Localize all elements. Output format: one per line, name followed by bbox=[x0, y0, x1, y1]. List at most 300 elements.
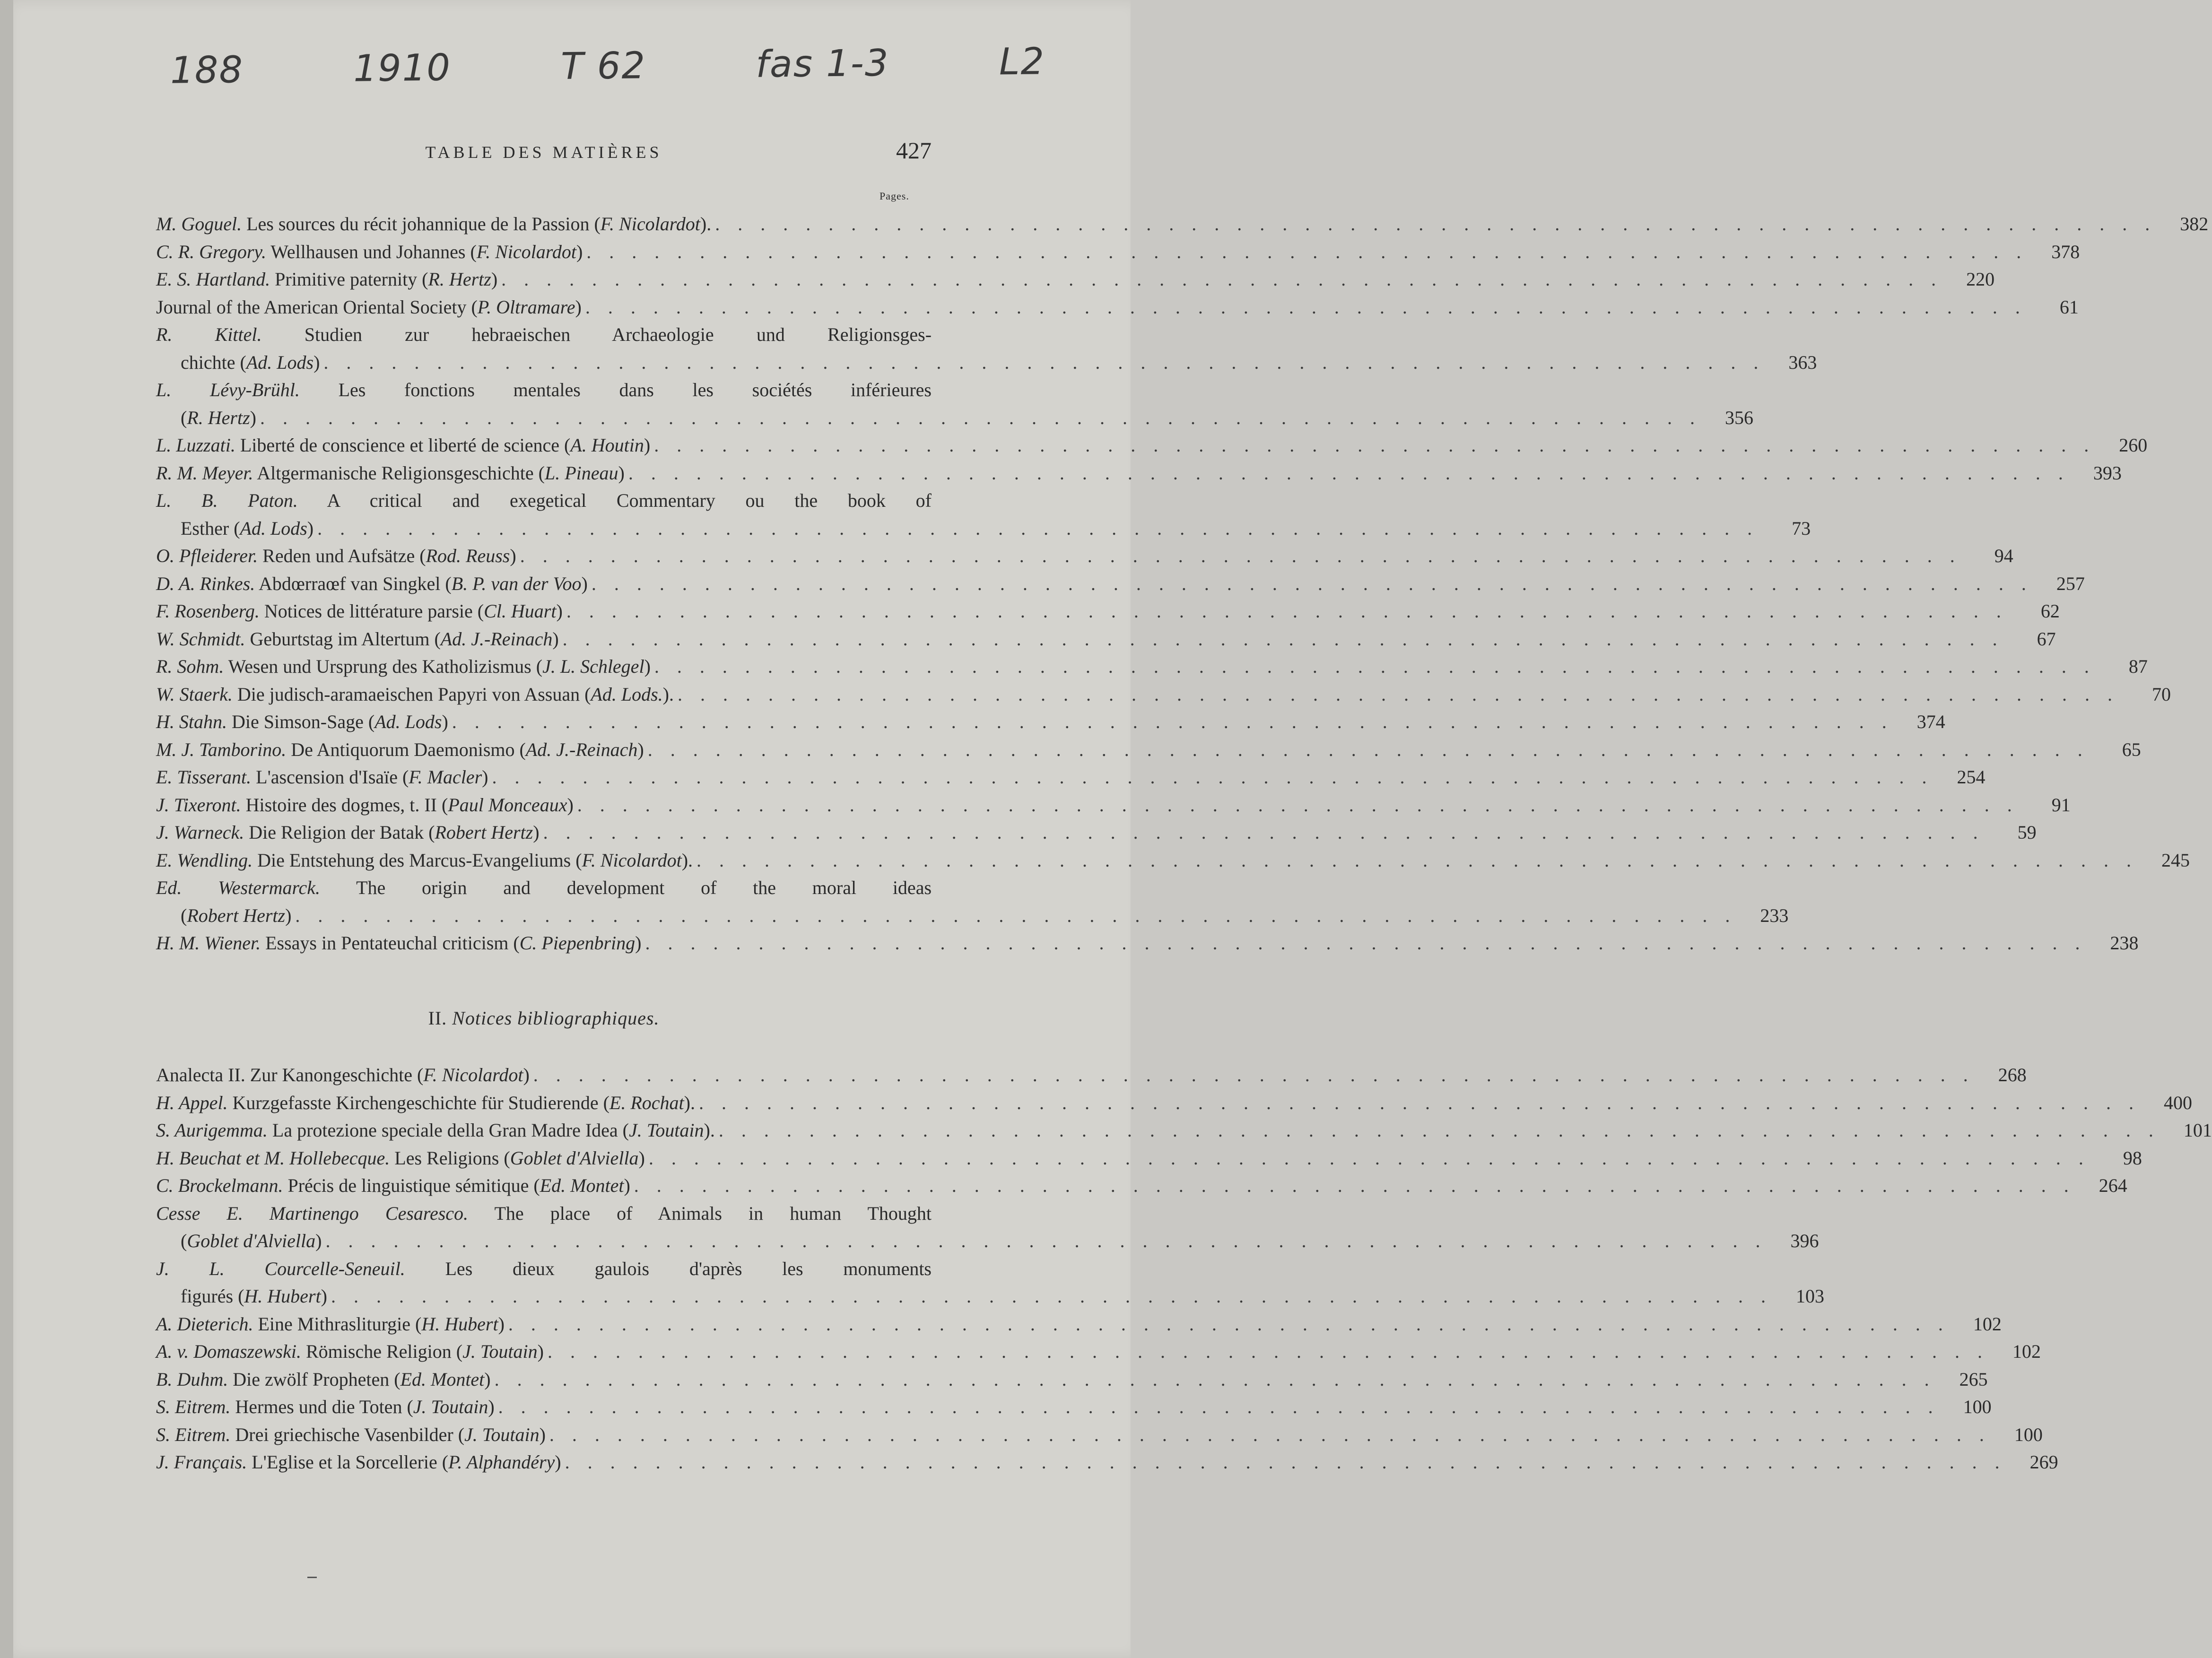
toc-entry-line bbox=[156, 1172, 2127, 1200]
entry-text bbox=[156, 1172, 630, 1200]
page-binding-edge bbox=[0, 0, 13, 1658]
entry-reviewer: Ad. Lods. bbox=[591, 683, 663, 705]
entry-close: ) bbox=[537, 1341, 544, 1362]
toc-entry-line bbox=[156, 570, 2085, 598]
toc-entry bbox=[156, 847, 2190, 875]
entry-title: Die Religion der Batak ( bbox=[249, 822, 435, 843]
handwritten-note-3: T 62 bbox=[560, 44, 646, 88]
entry-title: Les sources du récit johannique de la Passion ( bbox=[246, 213, 601, 234]
entry-author: R. Sohm. bbox=[156, 656, 224, 677]
entry-page-number: 356 bbox=[1724, 407, 1753, 428]
dot-leader: . . . . . . . . . . . . . . . . . . . . . . . . . . . . . . . . . . . . . . . . . . . . . . . . . . . . . . . . . . . . . . . . bbox=[331, 1285, 1772, 1307]
entry-author: D. A. Rinkes. bbox=[156, 573, 255, 594]
entry-page-number: 265 bbox=[1959, 1368, 1988, 1390]
entry-reviewer: A. Houtin bbox=[570, 434, 644, 456]
toc-entry-line bbox=[156, 653, 2148, 681]
entry-author: S. Aurigemma. bbox=[156, 1120, 268, 1141]
entry-title: Geburtstag im Altertum ( bbox=[250, 628, 441, 650]
entry-author: S. Eitrem. bbox=[156, 1396, 231, 1417]
entry-page-number: 378 bbox=[2051, 241, 2080, 262]
entry-close: ) bbox=[576, 241, 583, 262]
dot-leader: . . . . . . . . . . . . . . . . . . . . . . . . . . . . . . . . . . . . . . . . . . . . . . . . . . . . . . . . . . . . . . . . bbox=[586, 241, 2028, 262]
entry-page-number: 102 bbox=[1973, 1313, 2002, 1335]
entry-reviewer: H. Hubert bbox=[244, 1285, 321, 1307]
entry-page-number: 100 bbox=[1963, 1396, 1992, 1417]
entry-close: ) bbox=[539, 1424, 546, 1445]
entry-reviewer: Ad. J.-Reinach bbox=[440, 628, 553, 650]
entry-reviewer: C. Piepenbring bbox=[519, 932, 636, 954]
entry-text bbox=[156, 266, 497, 294]
dot-leader: . . . . . . . . . . . . . . . . . . . . . . . . . . . . . . . . . . . . . . . . . . . . . . . . . . . . . . . . . . . . . . . . bbox=[577, 794, 2019, 816]
entry-page-number: 245 bbox=[2161, 849, 2190, 871]
toc-entry bbox=[156, 487, 1811, 542]
entry-title: Römische Religion ( bbox=[306, 1341, 463, 1362]
toc-list-reviews bbox=[156, 210, 2209, 957]
entry-author: H. Beuchat et M. Hollebecque. bbox=[156, 1147, 390, 1169]
toc-entry-line bbox=[156, 1061, 2027, 1089]
toc-entry-line bbox=[156, 1393, 1992, 1421]
entry-title: De Antiquorum Daemonismo ( bbox=[291, 738, 526, 760]
entry-reviewer: R. Hertz bbox=[187, 407, 250, 428]
entry-reviewer: P. Oltramare bbox=[477, 296, 575, 318]
entry-reviewer: Cl. Huart bbox=[484, 600, 557, 622]
toc-entry-line bbox=[156, 681, 2171, 709]
entry-text bbox=[181, 1227, 322, 1255]
entry-close: ) bbox=[556, 600, 563, 622]
entry-title: Die Entstehung des Marcus-Evangeliums ( bbox=[257, 849, 582, 871]
entry-author: L. B. Paton. bbox=[156, 490, 298, 511]
entry-reviewer: Ed. Montet bbox=[400, 1368, 485, 1390]
entry-reviewer: J. Toutain bbox=[628, 1120, 704, 1141]
entry-title: Kurzgefasste Kirchengeschichte für Studierende ( bbox=[232, 1092, 610, 1113]
entry-title: L'ascension d'Isaïe ( bbox=[256, 766, 409, 788]
entry-text bbox=[156, 238, 583, 266]
header-page-number: 427 bbox=[896, 137, 932, 164]
entry-close: ) bbox=[484, 1368, 491, 1390]
toc-entry-line bbox=[156, 736, 2141, 764]
toc-entry-line bbox=[156, 515, 1811, 543]
dot-leader: . . . . . . . . . . . . . . . . . . . . . . . . . . . . . . . . . . . . . . . . . . . . . . . . . . . . . . . . . . . . . . . . bbox=[654, 656, 2096, 677]
entry-text bbox=[156, 1145, 645, 1172]
toc-entry bbox=[156, 432, 2148, 460]
entry-page-number: 363 bbox=[1788, 351, 1817, 373]
entry-page-number: 400 bbox=[2163, 1092, 2192, 1113]
dot-leader: . . . . . . . . . . . . . . . . . . . . . . . . . . . . . . . . . . . . . . . . . . . . . . . . . . . . . . . . . . . . . . . . bbox=[647, 738, 2089, 760]
toc-entry-line bbox=[156, 1449, 2058, 1476]
entry-title: Notices de littérature parsie ( bbox=[264, 600, 484, 622]
section-numeral: II. bbox=[428, 1007, 447, 1029]
toc-entry bbox=[156, 1421, 2043, 1449]
dot-leader: . . . . . . . . . . . . . . . . . . . . . . . . . . . . . . . . . . . . . . . . . . . . . . . . . . . . . . . . . . . . . . . . bbox=[492, 766, 1933, 788]
toc-entry-line bbox=[156, 1089, 2192, 1117]
toc-entry bbox=[156, 874, 1789, 929]
entry-text bbox=[156, 681, 674, 709]
entry-author: H. Appel. bbox=[156, 1092, 228, 1113]
entry-close: ) bbox=[644, 434, 651, 456]
entry-text bbox=[156, 1061, 530, 1089]
entry-title: A critical and exegetical Commentary ou the book of bbox=[327, 490, 932, 511]
entry-author: Ed. Westermarck. bbox=[156, 877, 321, 898]
entry-text bbox=[156, 819, 540, 847]
dot-leader: . . . . . . . . . . . . . . . . . . . . . . . . . . . . . . . . . . . . . . . . . . . . . . . . . . . . . . . . . . . . . . . . bbox=[323, 351, 1765, 373]
entry-close: ) bbox=[567, 794, 574, 816]
toc-entry bbox=[156, 1393, 1992, 1421]
entry-title-continued: ( bbox=[181, 1230, 187, 1251]
dot-leader: . . . . . . . . . . . . . . . . . . . . . . . . . . . . . . . . . . . . . . . . . . . . . . . . . . . . . . . . . . . . . . . . bbox=[715, 213, 2157, 234]
entry-text bbox=[156, 929, 641, 957]
entry-close: ) bbox=[533, 822, 540, 843]
entry-reviewer: Robert Hertz bbox=[435, 822, 533, 843]
entry-reviewer: J. Toutain bbox=[464, 1424, 540, 1445]
entry-reviewer: Ad. Lods bbox=[246, 351, 314, 373]
entry-author: L. Lévy-Brühl. bbox=[156, 379, 300, 400]
entry-author: J. Français. bbox=[156, 1451, 247, 1473]
toc-entry bbox=[156, 210, 2209, 238]
entry-title: Studien zur hebraeischen Archaeologie und Religionsges- bbox=[304, 324, 932, 345]
entry-page-number: 238 bbox=[2110, 932, 2139, 954]
dot-leader: . . . . . . . . . . . . . . . . . . . . . . . . . . . . . . . . . . . . . . . . . . . . . . . . . . . . . . . . . . . . . . . . bbox=[520, 545, 1961, 566]
toc-entry-line bbox=[156, 819, 2037, 847]
entry-close: ) bbox=[555, 1451, 561, 1473]
entry-title: Wesen und Ursprung des Katholizismus ( bbox=[228, 656, 543, 677]
toc-entry-line bbox=[156, 847, 2190, 875]
entry-author: R. Kittel. bbox=[156, 324, 262, 345]
toc-entry bbox=[156, 1311, 2002, 1338]
entry-title: Hermes und die Toten ( bbox=[235, 1396, 413, 1417]
toc-entry bbox=[156, 1255, 1824, 1311]
entry-close: ) bbox=[491, 269, 498, 290]
entry-reviewer: B. P. van der Voo bbox=[451, 573, 582, 594]
entry-title: L'Eglise et la Sorcellerie ( bbox=[252, 1451, 449, 1473]
entry-reviewer: L. Pineau bbox=[544, 462, 618, 484]
entry-close: ) bbox=[523, 1064, 530, 1085]
handwritten-note-5: L2 bbox=[999, 40, 1045, 84]
entry-title: Drei griechische Vasenbilder ( bbox=[235, 1424, 465, 1445]
toc-entry-line bbox=[156, 487, 932, 515]
entry-page-number: 102 bbox=[2012, 1341, 2041, 1362]
toc-entry-line bbox=[156, 1366, 1988, 1394]
entry-reviewer: Ad. J.-Reinach bbox=[525, 738, 638, 760]
toc-entry-line bbox=[156, 598, 2060, 625]
entry-title-continued: figurés ( bbox=[181, 1285, 244, 1307]
entry-title-continued: Esther ( bbox=[181, 517, 240, 539]
entry-text bbox=[156, 376, 932, 404]
entry-text bbox=[156, 736, 644, 764]
entry-text bbox=[156, 570, 588, 598]
toc-entry bbox=[156, 1200, 1819, 1255]
entry-reviewer: F. Nicolardot bbox=[423, 1064, 523, 1085]
dot-leader: . . . . . . . . . . . . . . . . . . . . . . . . . . . . . . . . . . . . . . . . . . . . . . . . . . . . . . . . . . . . . . . . bbox=[547, 1341, 1989, 1362]
entry-page-number: 61 bbox=[2059, 296, 2079, 318]
entry-title: Die judisch-aramaeischen Papyri von Assuan ( bbox=[237, 683, 591, 705]
dot-leader: . . . . . . . . . . . . . . . . . . . . . . . . . . . . . . . . . . . . . . . . . . . . . . . . . . . . . . . . . . . . . . . . bbox=[634, 1175, 2075, 1196]
toc-entry bbox=[156, 708, 1945, 736]
dot-leader: . . . . . . . . . . . . . . . . . . . . . . . . . . . . . . . . . . . . . . . . . . . . . . . . . . . . . . . . . . . . . . . . bbox=[494, 1368, 1936, 1390]
toc-entry-line bbox=[156, 708, 1945, 736]
entry-reviewer: Goblet d'Alviella bbox=[187, 1230, 316, 1251]
entry-title-continued: ( bbox=[181, 904, 187, 926]
toc-entry bbox=[156, 321, 1817, 376]
header-title: TABLE DES MATIÈRES bbox=[425, 143, 662, 162]
entry-title: Les fonctions mentales dans les sociétés inférieures bbox=[338, 379, 932, 400]
toc-entry-line bbox=[156, 874, 932, 902]
entry-page-number: 254 bbox=[1957, 766, 1986, 788]
handwritten-note-1: 188 bbox=[170, 49, 244, 92]
dot-leader: . . . . . . . . . . . . . . . . . . . . . . . . . . . . . . . . . . . . . . . . . . . . . . . . . . . . . . . . . . . . . . . . bbox=[549, 1424, 1991, 1445]
entry-author: S. Eitrem. bbox=[156, 1424, 231, 1445]
toc-entry-line bbox=[156, 321, 932, 349]
entry-close: ) bbox=[321, 1285, 327, 1307]
entry-reviewer: J. Toutain bbox=[462, 1341, 538, 1362]
entry-page-number: 91 bbox=[2051, 794, 2071, 816]
entry-author: J. Tixeront. bbox=[156, 794, 241, 816]
entry-close: ) bbox=[635, 932, 642, 954]
entry-page-number: 98 bbox=[2123, 1147, 2142, 1169]
entry-text bbox=[156, 321, 932, 349]
entry-text bbox=[181, 902, 291, 930]
entry-title: The place of Animals in human Thought bbox=[494, 1202, 932, 1224]
entry-close: ). bbox=[704, 1120, 715, 1141]
entry-text bbox=[181, 349, 320, 377]
page-mark bbox=[307, 1577, 317, 1578]
dot-leader: . . . . . . . . . . . . . . . . . . . . . . . . . . . . . . . . . . . . . . . . . . . . . . . . . . . . . . . . . . . . . . . . bbox=[508, 1313, 1950, 1335]
entry-close: ) bbox=[498, 1313, 505, 1335]
toc-entry-line bbox=[156, 625, 2056, 653]
toc-entry bbox=[156, 266, 1995, 294]
entry-text bbox=[156, 1338, 544, 1366]
dot-leader: . . . . . . . . . . . . . . . . . . . . . . . . . . . . . . . . . . . . . . . . . . . . . . . . . . . . . . . . . . . . . . . . bbox=[678, 683, 2119, 705]
entry-text bbox=[156, 708, 448, 736]
toc-entry bbox=[156, 570, 2085, 598]
toc-entry-line bbox=[156, 404, 1753, 432]
entry-page-number: 59 bbox=[2017, 822, 2037, 843]
entry-text bbox=[156, 1449, 561, 1476]
entry-page-number: 374 bbox=[1916, 711, 1945, 732]
toc-entry-line bbox=[156, 349, 1817, 377]
handwritten-annotation bbox=[170, 35, 1045, 96]
dot-leader: . . . . . . . . . . . . . . . . . . . . . . . . . . . . . . . . . . . . . . . . . . . . . . . . . . . . . . . . . . . . . . . . bbox=[628, 462, 2070, 484]
entry-reviewer: P. Alphandéry bbox=[448, 1451, 555, 1473]
entry-title-continued: chichte ( bbox=[181, 351, 246, 373]
entry-close: ) bbox=[488, 1396, 495, 1417]
entry-close: ) bbox=[250, 407, 256, 428]
entry-text bbox=[156, 1393, 495, 1421]
dot-leader: . . . . . . . . . . . . . . . . . . . . . . . . . . . . . . . . . . . . . . . . . . . . . . . . . . . . . . . . . . . . . . . . bbox=[648, 1147, 2090, 1169]
toc-entry bbox=[156, 1449, 2058, 1476]
dot-leader: . . . . . . . . . . . . . . . . . . . . . . . . . . . . . . . . . . . . . . . . . . . . . . . . . . . . . . . . . . . . . . . . bbox=[697, 849, 2138, 871]
entry-reviewer: Paul Monceaux bbox=[448, 794, 567, 816]
entry-reviewer: Goblet d'Alviella bbox=[510, 1147, 639, 1169]
entry-close: ) bbox=[624, 1175, 630, 1196]
entry-author: B. Duhm. bbox=[156, 1368, 228, 1390]
entry-reviewer: J. Toutain bbox=[413, 1396, 488, 1417]
toc-entry bbox=[156, 736, 2141, 764]
entry-text bbox=[156, 874, 932, 902]
toc-entry bbox=[156, 294, 2079, 321]
toc-entry-line bbox=[156, 764, 1986, 791]
toc-entry-line bbox=[156, 1311, 2002, 1338]
entry-author: J. Warneck. bbox=[156, 822, 244, 843]
entry-text bbox=[156, 764, 488, 791]
entry-page-number: 100 bbox=[2014, 1424, 2043, 1445]
entry-text bbox=[156, 460, 625, 487]
entry-close: ) bbox=[644, 656, 651, 677]
entry-title: Die Simson-Sage ( bbox=[232, 711, 375, 732]
entry-close: ) bbox=[637, 738, 644, 760]
entry-page-number: 70 bbox=[2152, 683, 2171, 705]
entry-author: A. v. Domaszewski. bbox=[156, 1341, 301, 1362]
entry-reviewer: Ed. Montet bbox=[540, 1175, 624, 1196]
entry-reviewer: H. Hubert bbox=[421, 1313, 498, 1335]
entry-title: Primitive paternity ( bbox=[275, 269, 428, 290]
toc-entry-line bbox=[156, 1117, 2212, 1145]
entry-author: E. S. Hartland. bbox=[156, 269, 270, 290]
entry-reviewer: E. Rochat bbox=[609, 1092, 684, 1113]
dot-leader: . . . . . . . . . . . . . . . . . . . . . . . . . . . . . . . . . . . . . . . . . . . . . . . . . . . . . . . . . . . . . . . . bbox=[718, 1120, 2160, 1141]
entry-page-number: 393 bbox=[2093, 462, 2122, 484]
entry-author: F. Rosenberg. bbox=[156, 600, 260, 622]
entry-reviewer: R. Hertz bbox=[428, 269, 491, 290]
toc-entry bbox=[156, 598, 2060, 625]
handwritten-note-2: 1910 bbox=[353, 46, 452, 90]
entry-title: The origin and development of the moral ideas bbox=[356, 877, 932, 898]
entry-author: A. Dieterich. bbox=[156, 1313, 253, 1335]
entry-text bbox=[156, 1311, 505, 1338]
toc-entry bbox=[156, 1089, 2192, 1117]
toc-entry-line bbox=[156, 1200, 932, 1228]
entry-close: ). bbox=[700, 213, 712, 234]
toc-entry bbox=[156, 929, 2139, 957]
entry-text bbox=[156, 598, 563, 625]
entry-title: Altgermanische Religionsgeschichte ( bbox=[257, 462, 545, 484]
toc-entry bbox=[156, 1172, 2127, 1200]
toc-entry-line bbox=[156, 1227, 1819, 1255]
toc-entry bbox=[156, 1366, 1988, 1394]
toc-entry-line bbox=[156, 902, 1789, 930]
entry-author: H. M. Wiener. bbox=[156, 932, 261, 954]
dot-leader: . . . . . . . . . . . . . . . . . . . . . . . . . . . . . . . . . . . . . . . . . . . . . . . . . . . . . . . . . . . . . . . . bbox=[565, 1451, 2006, 1473]
toc-entry-line bbox=[156, 432, 2148, 460]
toc-entry-line bbox=[156, 294, 2079, 321]
entry-reviewer: Rod. Reuss bbox=[426, 545, 510, 566]
entry-text bbox=[156, 1117, 715, 1145]
entry-text bbox=[181, 404, 256, 432]
entry-page-number: 396 bbox=[1790, 1230, 1819, 1251]
entry-reviewer: F. Macler bbox=[409, 766, 482, 788]
entry-title: Liberté de conscience et liberté de science ( bbox=[240, 434, 571, 456]
entry-text bbox=[156, 294, 582, 321]
entry-reviewer: Ad. Lods bbox=[374, 711, 442, 732]
entry-title: Journal of the American Oriental Society ( bbox=[156, 296, 478, 318]
entry-close: ) bbox=[285, 904, 292, 926]
entry-reviewer: F. Nicolardot bbox=[582, 849, 682, 871]
toc-entry-line bbox=[156, 376, 932, 404]
entry-close: ) bbox=[510, 545, 516, 566]
entry-page-number: 268 bbox=[1998, 1064, 2027, 1085]
entry-page-number: 382 bbox=[2180, 213, 2209, 234]
entry-text bbox=[156, 1200, 932, 1228]
dot-leader: . . . . . . . . . . . . . . . . . . . . . . . . . . . . . . . . . . . . . . . . . . . . . . . . . . . . . . . . . . . . . . . . bbox=[543, 822, 1985, 843]
entry-close: ) bbox=[314, 351, 320, 373]
toc-entry-line bbox=[156, 1338, 2041, 1366]
entry-title: Die zwölf Propheten ( bbox=[233, 1368, 401, 1390]
entry-title: Analecta II. Zur Kanongeschichte ( bbox=[156, 1064, 424, 1085]
entry-page-number: 62 bbox=[2040, 600, 2060, 622]
entry-author: H. Stahn. bbox=[156, 711, 227, 732]
entry-close: ) bbox=[581, 573, 588, 594]
entry-author: W. Schmidt. bbox=[156, 628, 245, 650]
entry-page-number: 233 bbox=[1760, 904, 1789, 926]
entry-page-number: 260 bbox=[2119, 434, 2148, 456]
entry-author: C. R. Gregory. bbox=[156, 241, 266, 262]
toc-entry bbox=[156, 653, 2148, 681]
dot-leader: . . . . . . . . . . . . . . . . . . . . . . . . . . . . . . . . . . . . . . . . . . . . . . . . . . . . . . . . . . . . . . . . bbox=[260, 407, 1701, 428]
entry-title: Précis de linguistique sémitique ( bbox=[287, 1175, 540, 1196]
toc-entry bbox=[156, 1061, 2027, 1089]
entry-title: Essays in Pentateuchal criticism ( bbox=[265, 932, 520, 954]
entry-author: J. L. Courcelle-Seneuil. bbox=[156, 1258, 405, 1279]
entry-text bbox=[156, 542, 516, 570]
toc-entry-line bbox=[156, 542, 2013, 570]
toc-entry-line bbox=[156, 460, 2122, 487]
entry-text bbox=[156, 847, 693, 875]
toc-entry-line bbox=[156, 210, 2209, 238]
entry-author: C. Brockelmann. bbox=[156, 1175, 283, 1196]
entry-title: Abdœrraœf van Singkel ( bbox=[259, 573, 452, 594]
entry-page-number: 101 bbox=[2183, 1120, 2212, 1141]
entry-text bbox=[156, 791, 574, 819]
entry-author: R. M. Meyer. bbox=[156, 462, 253, 484]
toc-entry-line bbox=[156, 1255, 932, 1283]
entry-author: O. Pfleiderer. bbox=[156, 545, 258, 566]
entry-reviewer: F. Nicolardot bbox=[476, 241, 576, 262]
toc-entry bbox=[156, 1145, 2142, 1172]
entry-text bbox=[156, 653, 651, 681]
entry-title: Eine Mithrasliturgie ( bbox=[258, 1313, 422, 1335]
toc-entry-line bbox=[156, 238, 2080, 266]
toc-entry bbox=[156, 1338, 2041, 1366]
entry-page-number: 65 bbox=[2122, 738, 2141, 760]
entry-page-number: 67 bbox=[2037, 628, 2056, 650]
toc-entry-line bbox=[156, 266, 1995, 294]
toc-entry bbox=[156, 791, 2071, 819]
entry-close: ) bbox=[618, 462, 625, 484]
toc-entry bbox=[156, 460, 2122, 487]
entry-reviewer: Robert Hertz bbox=[187, 904, 286, 926]
toc-list-notices bbox=[156, 1061, 2212, 1476]
dot-leader: . . . . . . . . . . . . . . . . . . . . . . . . . . . . . . . . . . . . . . . . . . . . . . . . . . . . . . . . . . . . . . . . bbox=[295, 904, 1737, 926]
entry-page-number: 73 bbox=[1792, 517, 1811, 539]
handwritten-note-4: fas 1-3 bbox=[755, 42, 889, 86]
entry-author: M. J. Tamborino. bbox=[156, 738, 287, 760]
entry-close: ). bbox=[662, 683, 674, 705]
pages-column-label: Pages. bbox=[880, 190, 909, 202]
entry-text bbox=[156, 625, 559, 653]
toc-entry bbox=[156, 764, 1986, 791]
section-heading bbox=[156, 1007, 932, 1029]
entry-page-number: 264 bbox=[2099, 1175, 2127, 1196]
entry-page-number: 269 bbox=[2029, 1451, 2058, 1473]
running-header bbox=[156, 139, 932, 173]
entry-text bbox=[181, 515, 314, 543]
toc-entry bbox=[156, 238, 2080, 266]
entry-page-number: 220 bbox=[1966, 269, 1995, 290]
entry-text bbox=[156, 1366, 491, 1394]
entry-title-continued: ( bbox=[181, 407, 187, 428]
entry-close: ) bbox=[575, 296, 582, 318]
dot-leader: . . . . . . . . . . . . . . . . . . . . . . . . . . . . . . . . . . . . . . . . . . . . . . . . . . . . . . . . . . . . . . . . bbox=[566, 600, 2008, 622]
toc-entry-line bbox=[156, 1283, 1824, 1311]
